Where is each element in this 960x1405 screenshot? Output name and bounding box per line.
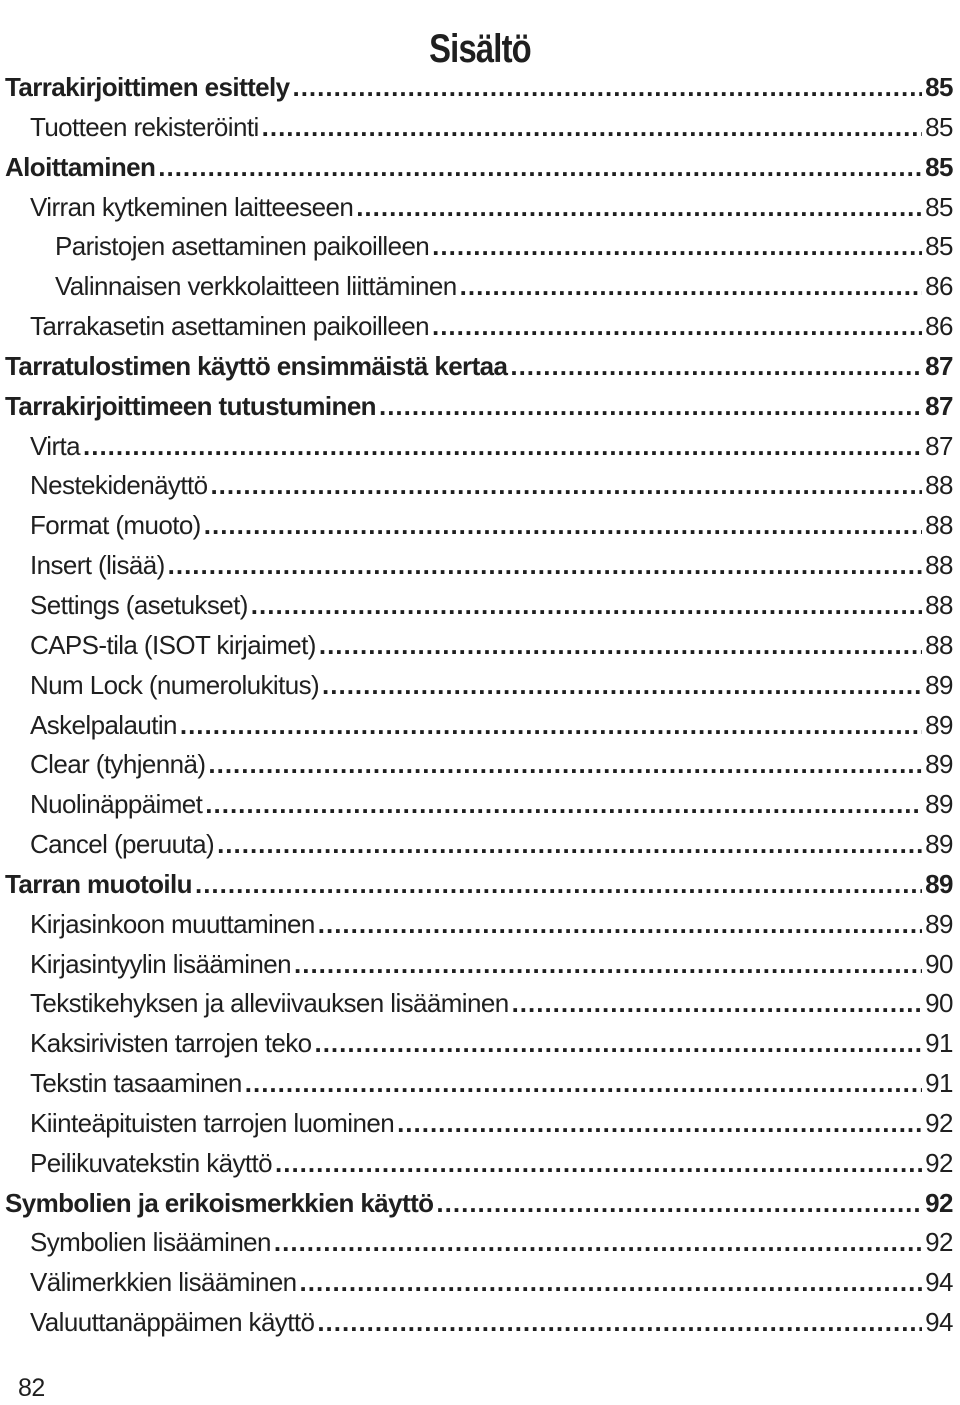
toc-entry-label: Kirjasintyylin lisääminen [30,948,291,979]
toc-entry-label: Aloittaminen [5,151,156,182]
toc-entry-label: CAPS-tila (ISOT kirjaimet) [30,629,316,660]
dot-leader [205,785,922,825]
dot-leader [294,945,922,985]
toc-entry[interactable] [5,1263,953,1303]
toc-entry[interactable] [5,188,953,228]
toc-entry-page: 94 [925,1307,953,1338]
dot-leader [356,188,922,228]
toc-entry-label: Insert (lisää) [30,550,165,581]
toc-entry-label: Kirjasinkoon muuttaminen [30,908,315,939]
dot-leader [204,506,922,546]
toc-entry[interactable] [5,745,953,785]
toc-entry[interactable] [5,626,953,666]
dot-leader [251,586,922,626]
dot-leader [195,865,922,905]
toc-entry[interactable] [5,227,953,267]
toc-entry[interactable] [5,1223,953,1263]
dot-leader [262,108,922,148]
toc-entry[interactable] [5,905,953,945]
toc-entry-label: Virran kytkeminen laitteeseen [30,191,354,222]
dot-leader [83,427,922,467]
toc-entry-page: 88 [925,550,953,581]
toc-entry-page: 92 [925,1187,953,1218]
toc-entry[interactable] [5,68,953,108]
toc-entry[interactable] [5,307,953,347]
dot-leader [432,307,922,347]
toc-entry-label: Nestekidenäyttö [30,470,208,501]
toc-entry-page: 88 [925,589,953,620]
toc-entry-label: Tarrakirjoittimeen tutustuminen [5,390,376,421]
dot-leader [322,666,922,706]
toc-entry-label: Cancel (peruuta) [30,829,215,860]
dot-leader [210,466,922,506]
dot-leader [292,68,922,108]
dot-leader [436,1184,922,1224]
toc-entry-label: Tarran muotoilu [5,868,192,899]
toc-entry[interactable] [5,427,953,467]
toc-entry[interactable] [5,1144,953,1184]
toc-entry-page: 88 [925,629,953,660]
dot-leader [397,1104,922,1144]
toc-entry-label: Tarrakasetin asettaminen paikoilleen [30,311,429,342]
toc-entry-page: 89 [925,669,953,700]
toc-entry-page: 89 [925,868,953,899]
toc-entry-page: 89 [925,908,953,939]
toc-entry[interactable] [5,347,953,387]
page-title: Sisältö [429,26,531,71]
toc-entry[interactable] [5,148,953,188]
toc-entry[interactable] [5,1104,953,1144]
toc-entry-label: Format (muoto) [30,510,201,541]
toc-entry-page: 85 [925,231,953,262]
dot-leader [510,347,922,387]
dot-leader [158,148,922,188]
toc-entry-label: Num Lock (numerolukitus) [30,669,320,700]
toc-entry[interactable] [5,108,953,148]
toc-entry-page: 92 [925,1147,953,1178]
toc-entry-label: Clear (tyhjennä) [30,749,206,780]
toc-entry-label: Paristojen asettaminen paikoilleen [55,231,430,262]
toc-entry-page: 92 [925,1107,953,1138]
toc-entry-page: 86 [925,311,953,342]
toc-entry-label: Valinnaisen verkkolaitteen liittäminen [55,271,457,302]
toc-entry-page: 91 [925,1028,953,1059]
toc-entry-label: Tarratulostimen käyttö ensimmäistä kertaa [5,350,508,381]
toc-entry[interactable] [5,984,953,1024]
toc-entry-label: Tuotteen rekisteröinti [30,111,259,142]
toc-entry-label: Nuolinäppäimet [30,789,203,820]
toc-entry-label: Kiinteäpituisten tarrojen luominen [30,1107,395,1138]
toc-entry[interactable] [5,546,953,586]
table-of-contents [5,68,953,1343]
toc-entry[interactable] [5,1184,953,1224]
dot-leader [245,1064,922,1104]
dot-leader [274,1223,922,1263]
toc-entry-label: Peilikuvatekstin käyttö [30,1147,272,1178]
toc-entry[interactable] [5,1303,953,1343]
dot-leader [217,825,922,865]
toc-entry-page: 90 [925,988,953,1019]
page-number: 82 [18,1374,45,1402]
toc-entry-page: 91 [925,1068,953,1099]
dot-leader [180,706,922,746]
toc-entry-page: 85 [925,191,953,222]
toc-entry-label: Virta [30,430,80,461]
toc-entry-label: Tarrakirjoittimen esittely [5,72,290,102]
toc-entry[interactable] [5,267,953,307]
toc-entry-page: 87 [925,430,953,461]
toc-entry-page: 89 [925,709,953,740]
toc-entry[interactable] [5,1064,953,1104]
toc-entry-page: 90 [925,948,953,979]
toc-entry-page: 85 [925,72,953,102]
toc-entry-label: Tekstin tasaaminen [30,1068,242,1099]
toc-entry[interactable] [5,825,953,865]
toc-entry[interactable] [5,506,953,546]
toc-entry-page: 88 [925,470,953,501]
toc-entry-label: Settings (asetukset) [30,589,248,620]
toc-entry-page: 89 [925,829,953,860]
toc-entry[interactable] [5,865,953,905]
toc-entry[interactable] [5,706,953,746]
toc-entry-page: 85 [925,111,953,142]
dot-leader [275,1144,922,1184]
toc-entry-page: 94 [925,1267,953,1298]
toc-entry-label: Symbolien lisääminen [30,1227,271,1258]
toc-entry-label: Askelpalautin [30,709,177,740]
dot-leader [168,546,922,586]
toc-entry[interactable] [5,466,953,506]
toc-entry[interactable] [5,666,953,706]
toc-entry-label: Välimerkkien lisääminen [30,1267,297,1298]
dot-leader [379,387,922,427]
dot-leader [300,1263,923,1303]
toc-entry-page: 86 [925,271,953,302]
toc-entry-page: 88 [925,510,953,541]
toc-entry-page: 89 [925,789,953,820]
dot-leader [512,984,923,1024]
dot-leader [432,227,922,267]
toc-entry-page: 85 [925,151,953,182]
toc-entry-label: Symbolien ja erikoismerkkien käyttö [5,1187,434,1218]
toc-entry[interactable] [5,945,953,985]
toc-entry[interactable] [5,586,953,626]
toc-entry[interactable] [5,785,953,825]
dot-leader [318,905,922,945]
dot-leader [314,1024,922,1064]
toc-entry-page: 89 [925,749,953,780]
dot-leader [319,626,922,666]
toc-entry[interactable] [5,387,953,427]
toc-entry-label: Valuuttanäppäimen käyttö [30,1307,315,1338]
toc-entry-label: Tekstikehyksen ja alleviivauksen lisääminen [30,988,509,1019]
dot-leader [317,1303,922,1343]
toc-entry-label: Kaksirivisten tarrojen teko [30,1028,312,1059]
toc-entry-page: 87 [925,350,953,381]
toc-entry-page: 92 [925,1227,953,1258]
toc-entry[interactable] [5,1024,953,1064]
dot-leader [208,745,922,785]
toc-entry-page: 87 [925,390,953,421]
dot-leader [460,267,922,307]
